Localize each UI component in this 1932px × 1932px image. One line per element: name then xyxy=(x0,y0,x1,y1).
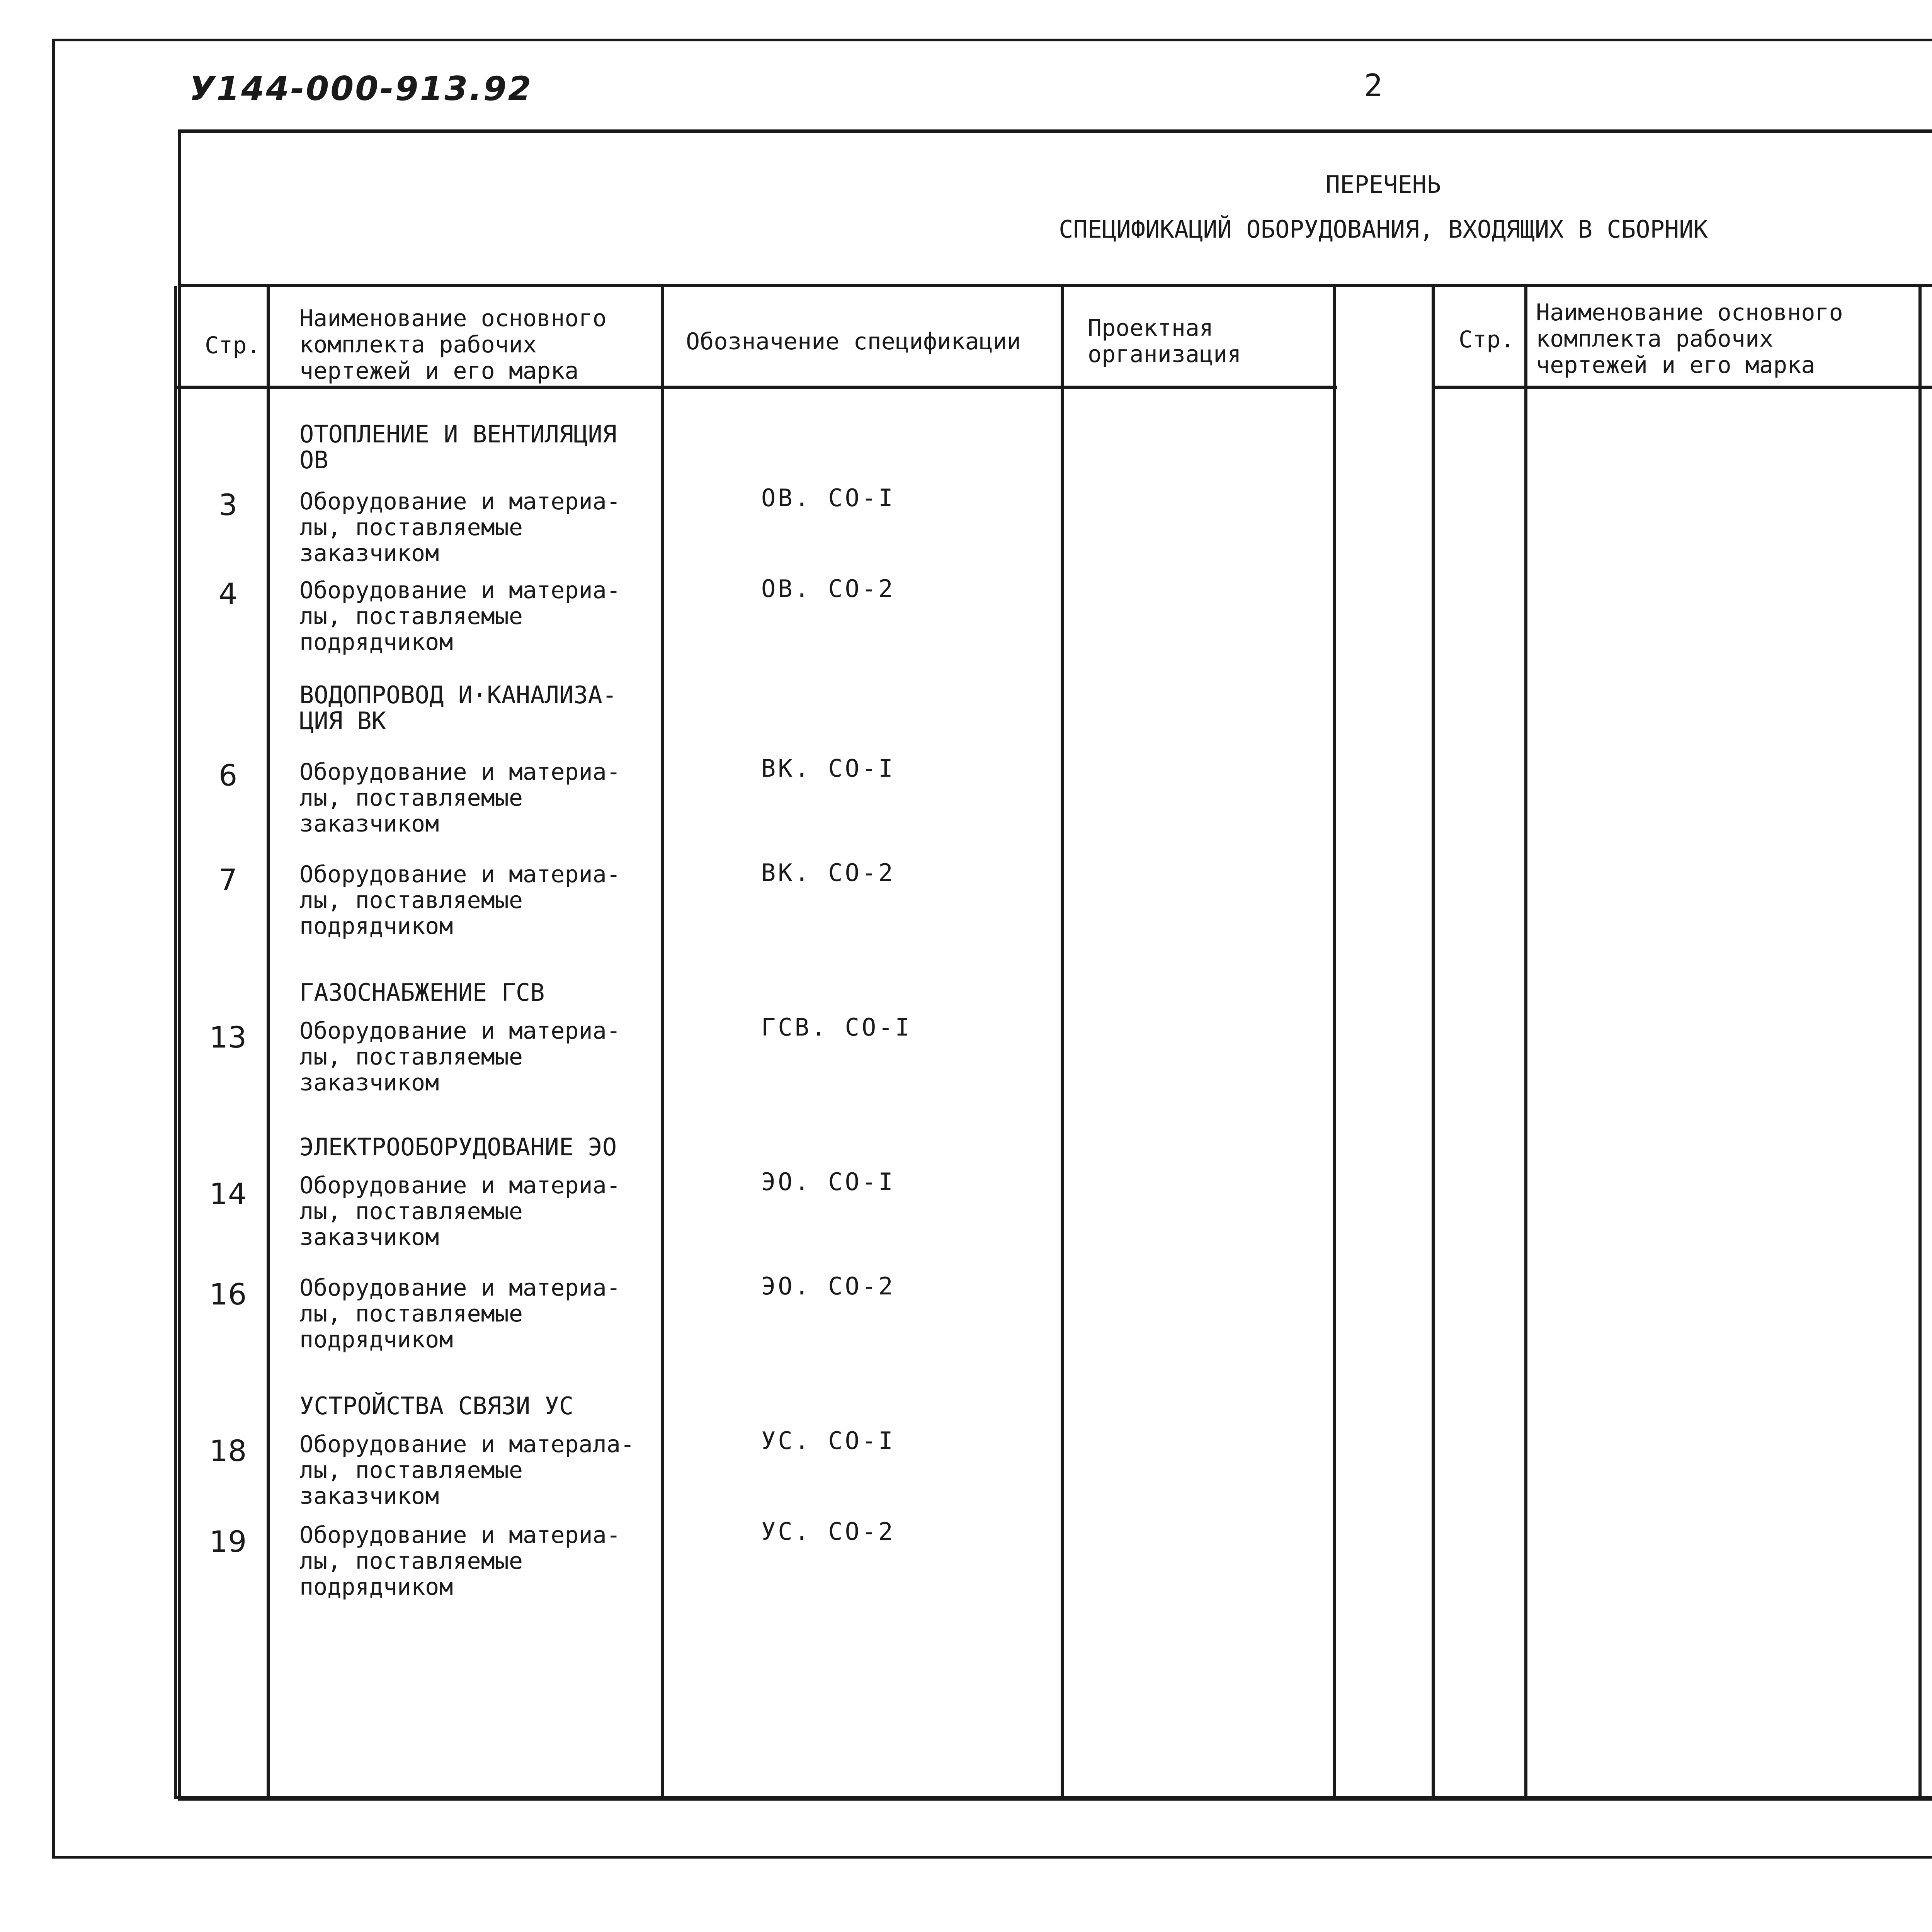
header-page-right: Стр. xyxy=(1459,326,1515,353)
row-name: Оборудование и матерaла- лы, поставляемые заказчиком xyxy=(299,1431,634,1510)
header-org-left: Проектная организация xyxy=(1088,315,1242,368)
title-line-2: СПЕЦИФИКАЦИЙ ОБОРУДОВАНИЯ, ВХОДЯЩИХ В СБОРНИК xyxy=(1059,215,1708,243)
row-spec: ОВ. СО-2 xyxy=(761,575,895,603)
header-page-left: Стр. xyxy=(205,332,261,359)
col-divider-right-3 xyxy=(1918,286,1922,1798)
header-divider-left xyxy=(174,386,1337,389)
document-code: У144-000-913.92 xyxy=(189,70,533,108)
row-spec: ГСВ. СО-I xyxy=(761,1013,912,1041)
row-name: Оборудование и материа- лы, поставляемые подрядчиком xyxy=(299,1522,621,1600)
row-spec: ВК. СО-2 xyxy=(761,859,895,887)
section-title-vk: ВОДОПРОВОД И·КАНАЛИЗА- ЦИЯ ВК xyxy=(299,681,617,735)
section-title-us: УСТРОЙСТВА СВЯЗИ УС xyxy=(299,1392,574,1420)
row-spec: ОВ. СО-I xyxy=(761,484,895,512)
col-divider-left-2 xyxy=(267,286,270,1798)
header-name-right: Наименование основного комплекта рабочих чертежей и его марка xyxy=(1536,299,1843,379)
row-page-number: 7 xyxy=(218,862,238,897)
row-page-number: 14 xyxy=(209,1177,247,1211)
row-spec: ЭО. СО-2 xyxy=(761,1272,895,1300)
row-page-number: 19 xyxy=(209,1524,247,1559)
section-title-eo: ЭЛЕКТРООБОРУДОВАНИЕ ЭО xyxy=(299,1133,617,1161)
header-divider-right xyxy=(1434,386,1932,389)
row-name: Оборудование и материа- лы, поставляемые подрядчиком xyxy=(299,861,621,940)
header-name-left: Наименование основного комплекта рабочих чертежей и его марка xyxy=(299,305,607,384)
row-name: Оборудование и материа- лы, поставляемые заказчиком xyxy=(299,759,621,837)
col-divider-right-2 xyxy=(1524,286,1527,1798)
row-name: Оборудование и материа- лы, поставляемые подрядчиком xyxy=(299,1274,621,1353)
row-page-number: 4 xyxy=(218,577,238,611)
row-page-number: 6 xyxy=(218,758,238,793)
header-spec-left: Обозначение спецификации xyxy=(686,328,1021,355)
sheet-number: 2 xyxy=(1364,68,1383,104)
row-page-number: 16 xyxy=(209,1277,247,1311)
page-title xyxy=(178,162,1932,252)
row-name: Оборудование и материа- лы, поставляемые заказчиком xyxy=(299,1017,621,1096)
row-spec: ВК. СО-I xyxy=(761,754,895,782)
col-divider-left-1 xyxy=(174,286,177,1798)
row-page-number: 18 xyxy=(209,1434,247,1468)
col-divider-left-4 xyxy=(1061,286,1064,1798)
col-divider-left-3 xyxy=(661,286,664,1798)
row-spec: УС. СО-2 xyxy=(761,1517,895,1546)
section-title-ov: ОТОПЛЕНИЕ И ВЕНТИЛЯЦИЯ ОВ xyxy=(299,420,617,474)
row-name: Оборудование и материа- лы, поставляемые заказчиком xyxy=(299,1172,621,1251)
row-name: Оборудование и материа- лы, поставляемые подрядчиком xyxy=(299,577,621,656)
title-line-1: ПЕРЕЧЕНЬ xyxy=(1325,170,1441,199)
col-divider-left-5 xyxy=(1333,286,1336,1798)
row-spec: ЭО. СО-I xyxy=(761,1168,895,1196)
row-page-number: 3 xyxy=(218,488,238,522)
bottom-line xyxy=(174,1796,1932,1799)
row-name: Оборудование и материа- лы, поставляемые заказчиком xyxy=(299,488,621,567)
row-spec: УС. СО-I xyxy=(761,1427,895,1455)
col-divider-right-1 xyxy=(1432,286,1435,1798)
row-page-number: 13 xyxy=(209,1020,247,1054)
section-title-gsv: ГАЗОСНАБЖЕНИЕ ГСВ xyxy=(299,978,545,1007)
title-divider xyxy=(178,284,1932,287)
